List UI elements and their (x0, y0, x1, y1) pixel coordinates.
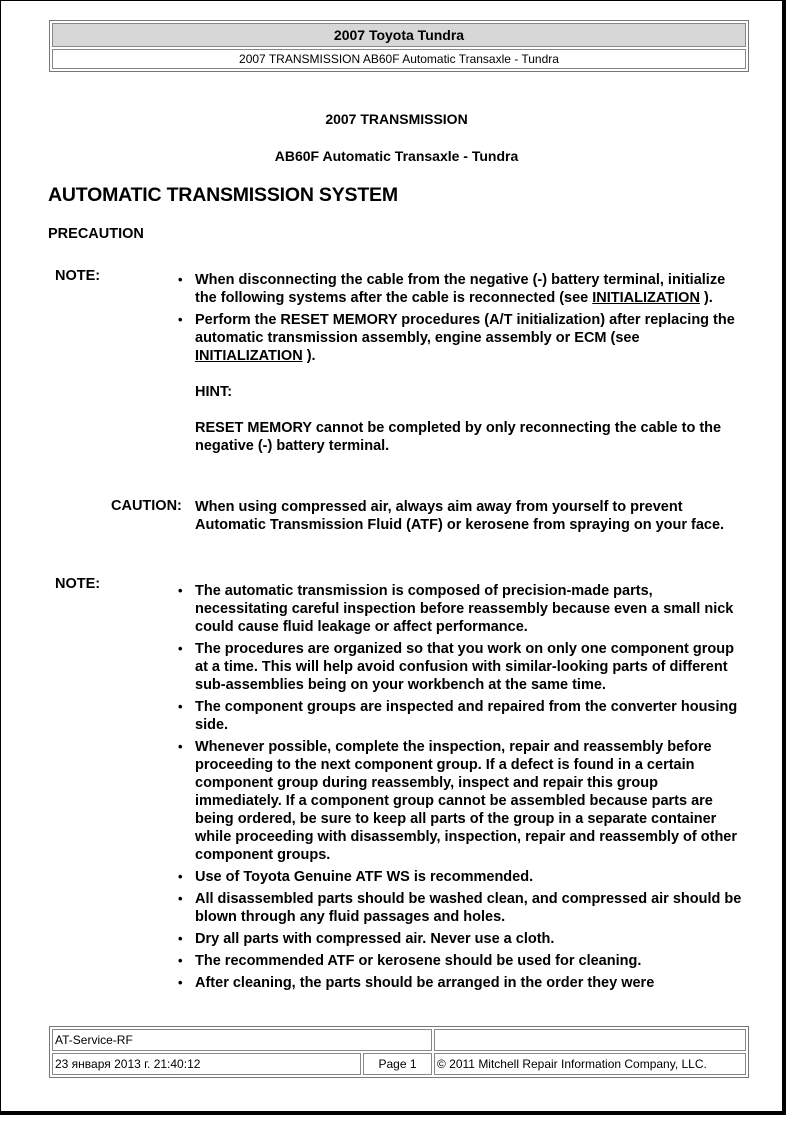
list-item: • Use of Toyota Genuine ATF WS is recommended. (176, 868, 746, 886)
initialization-link[interactable]: INITIALIZATION (592, 290, 700, 306)
section-title: 2007 TRANSMISSION (325, 111, 468, 127)
footer-page: Page 1 (363, 1053, 432, 1075)
header-title: 2007 Toyota Tundra (52, 23, 746, 47)
list-item: • The procedures are organized so that you work on only one component group at a time. This will help avoid confusion with similar-looking parts of different sub-assemblies being on your workbench at the same time. (176, 640, 746, 694)
page-footer (49, 1026, 749, 1078)
list-item: • The recommended ATF or kerosene should be used for cleaning. (176, 952, 746, 970)
note1-list (176, 271, 746, 365)
list-item: • All disassembled parts should be washed clean, and compressed air should be blown through any fluid passages and holes. (176, 890, 746, 926)
subsection-title: AB60F Automatic Transaxle - Tundra (274, 148, 519, 164)
footer-date: 23 января 2013 г. 21:40:12 (52, 1053, 361, 1075)
note2-content (176, 582, 746, 996)
precaution-heading: PRECAUTION (48, 226, 144, 242)
note1-label: NOTE: (55, 268, 101, 284)
footer-blank-cell (434, 1029, 746, 1051)
note2-list (176, 582, 746, 992)
initialization-link[interactable]: INITIALIZATION (195, 348, 303, 364)
note2-label: NOTE: (55, 576, 101, 592)
list-item: • Perform the RESET MEMORY procedures (A/T initialization) after replacing the automatic transmission assembly, engine assembly or ECM (see INITIALIZATION ). (176, 311, 746, 365)
page-header (49, 20, 749, 72)
footer-copyright: © 2011 Mitchell Repair Information Company, LLC. (434, 1053, 746, 1075)
page-heading: AUTOMATIC TRANSMISSION SYSTEM (48, 184, 398, 206)
caution-text: When using compressed air, always aim away from yourself to prevent Automatic Transmission Fluid (ATF) or kerosene from spraying on your face. (195, 499, 725, 533)
list-item: • Dry all parts with compressed air. Never use a cloth. (176, 930, 746, 948)
list-item: • When disconnecting the cable from the negative (-) battery terminal, initialize the following systems after the cable is reconnected (see INITIALIZATION ). (176, 271, 746, 307)
hint-label: HINT: (195, 384, 233, 400)
list-item: • After cleaning, the parts should be arranged in the order they were (176, 974, 746, 992)
caution-label: CAUTION: (111, 498, 182, 514)
list-item: • The component groups are inspected and repaired from the converter housing side. (176, 698, 746, 734)
header-subtitle: 2007 TRANSMISSION AB60F Automatic Transaxle - Tundra (52, 49, 746, 69)
footer-doc-id: AT-Service-RF (52, 1029, 432, 1051)
note1-content (176, 271, 746, 455)
list-item: • Whenever possible, complete the inspection, repair and reassembly before proceeding to the next component group. If a defect is found in a certain component group during reassembly, inspect and repair this group immediately. If a component group cannot be assembled because parts are being ordered, be sure to keep all parts of the group in a separate container while proceeding with disassembly, inspection, repair and reassembly of other component groups. (176, 738, 746, 864)
list-item: • The automatic transmission is composed of precision-made parts, necessitating careful inspection before reassembly because even a small nick could cause fluid leakage or affect performance. (176, 582, 746, 636)
hint-text: RESET MEMORY cannot be completed by only reconnecting the cable to the negative (-) battery terminal. (195, 420, 722, 454)
